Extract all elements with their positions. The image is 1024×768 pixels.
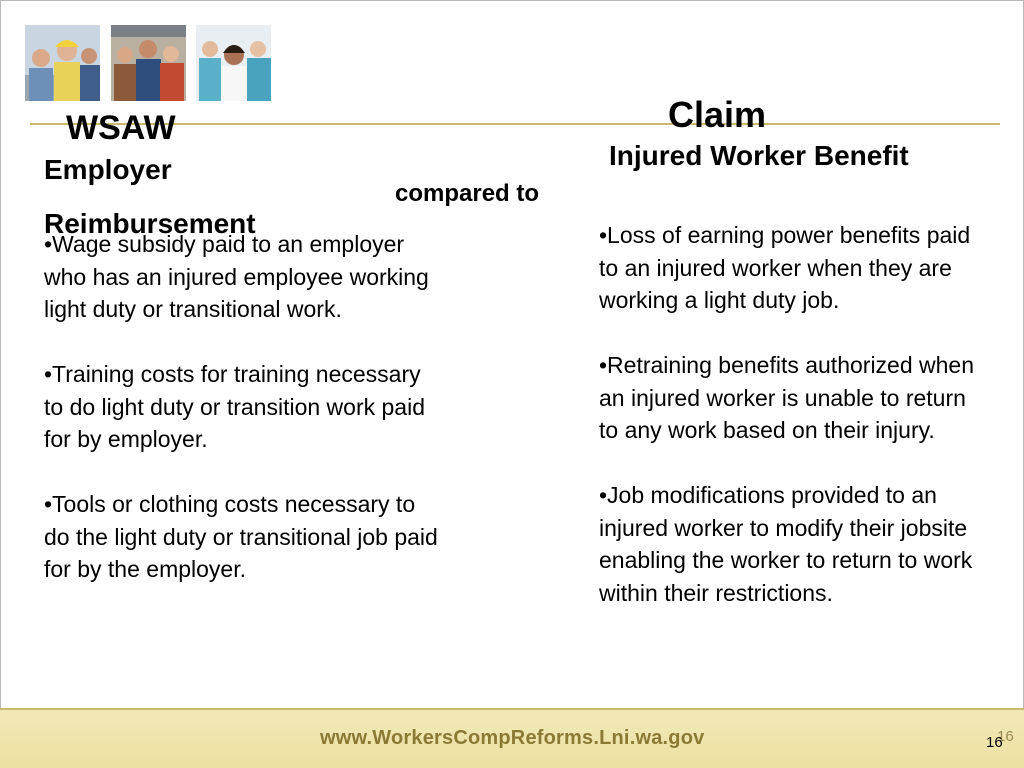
right-column-heading: Injured Worker Benefit [609, 140, 909, 171]
footer-url[interactable]: www.WorkersCompReforms.Lni.wa.gov [320, 727, 705, 749]
right-bullet-list [599, 219, 984, 642]
left-bullet-tools-clothing: •Tools or clothing costs necessary to do the light duty or transitional job paid for by the employer. [44, 491, 438, 582]
right-column-title: Claim [668, 94, 767, 135]
trade-workers-photo [111, 25, 186, 101]
left-bullet-list [44, 228, 439, 618]
right-bullet-job-modifications: •Job modifications provided to an injured worker to modify their jobsite enabling the worker to return to work within their restrictions. [599, 482, 973, 606]
right-bullet-loss-earning-power: •Loss of earning power benefits paid to an injured worker when they are working a light duty job. [599, 222, 971, 313]
footer-rule [0, 708, 1024, 710]
page-number: 16 [986, 734, 1003, 751]
page-number-ghost: 16 [997, 728, 1014, 745]
left-column-heading: Employer Reimbursement [44, 154, 256, 239]
comparison-connector: compared to [395, 180, 540, 207]
left-column-title: WSAW [66, 109, 176, 147]
construction-workers-photo [25, 25, 100, 101]
healthcare-workers-photo [196, 25, 271, 101]
left-bullet-wage-subsidy: •Wage subsidy paid to an employer who has an injured employee working light duty or transitional work. [44, 231, 429, 322]
left-bullet-training-costs: •Training costs for training necessary to do light duty or transition work paid for by employer. [44, 361, 425, 452]
right-bullet-retraining: •Retraining benefits authorized when an injured worker is unable to return to any work based on their injury. [599, 352, 975, 443]
